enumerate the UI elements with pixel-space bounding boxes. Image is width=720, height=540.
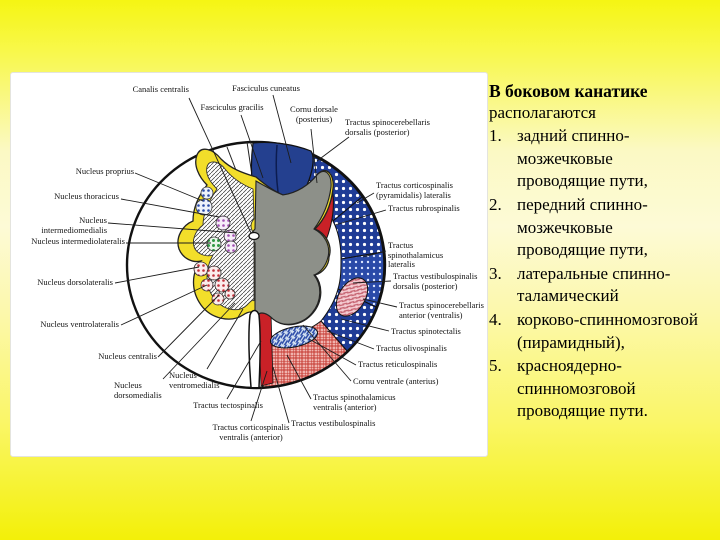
list-item-number: 1.: [489, 126, 502, 146]
figure-label-canalis-centralis: Canalis centralis: [132, 84, 189, 94]
list-item-number: 4.: [489, 310, 502, 330]
figure-label-nucleus-dorsomedialis: Nucleus dorsomedialis: [114, 380, 162, 400]
figure-label-tractus-corticospinalis-ventralis: Tractus corticospinalis ventralis (anterior): [212, 422, 290, 442]
figure-label-tractus-spinocerebellaris-dorsalis: Tractus spinocerebellaris dorsalis (posterior): [345, 117, 430, 137]
figure-label-tractus-vestibulospinalis: Tractus vestibulospinalis: [291, 418, 376, 428]
figure-label-cornu-ventrale: Cornu ventrale (anterius): [353, 376, 439, 386]
figure-label-tractus-spinocerebellaris-anterior: Tractus spinocerebellaris anterior (ventralis): [399, 300, 484, 320]
figure-label-tractus-spinothalamicus-lateralis: Tractus spinothalamicus lateralis: [388, 240, 444, 270]
list-item: [489, 263, 701, 308]
figure-label-nucleus-centralis: Nucleus centralis: [98, 351, 157, 361]
list-item-text: латеральные спинно-таламический: [517, 263, 671, 306]
central-canal: [249, 233, 259, 240]
nucleus-spot: [216, 216, 230, 230]
figure-label-nucleus-proprius: Nucleus proprius: [75, 166, 134, 176]
nucleus-spot: [225, 241, 237, 253]
list-item-number: 2.: [489, 194, 502, 214]
list-item-text: задний спинно-мозжечковые проводящие пути,: [517, 126, 648, 191]
spinal-cord-figure: [11, 73, 487, 456]
figure-label-cornu-dorsale: Cornu dorsale (posterius): [290, 104, 338, 124]
nucleus-dorsomedialis-spot: [225, 289, 235, 299]
figure-label-nucleus-ventromedialis: Nucleus ventromedialis: [169, 370, 220, 390]
figure-label-nucleus-ventrolateralis: Nucleus ventrolateralis: [40, 319, 119, 329]
figure-label-tractus-rubrospinalis: Tractus rubrospinalis: [388, 203, 460, 213]
list-item-number: 3.: [489, 263, 502, 283]
right-text-subtitle: располагаются: [489, 103, 596, 123]
right-text-title: В боковом канатике: [489, 81, 648, 101]
figure-label-fasciculus-cuneatus: Fasciculus cuneatus: [232, 83, 300, 93]
figure-label-tractus-tectospinalis: Tractus tectospinalis: [193, 400, 263, 410]
figure-label-tractus-olivospinalis: Tractus olivospinalis: [376, 343, 447, 353]
nucleus-dorsolateralis-spot: [194, 262, 208, 276]
figure-label-tractus-reticulospinalis: Tractus reticulospinalis: [358, 359, 438, 369]
nucleus-intermediolateralis-spot: [207, 237, 221, 251]
right-text-column: [489, 80, 701, 423]
figure-label-nucleus-thoracicus: Nucleus thoracicus: [54, 191, 119, 201]
list-item-number: 5.: [489, 356, 502, 376]
list-item-text: передний спинно-мозжечковые проводящие пути,: [517, 194, 648, 260]
figure-label-nucleus-intermediomedialis: Nucleus intermediomedialis: [41, 215, 107, 235]
leader-line-tractus-spinocerebellaris-dorsalis: [317, 137, 349, 161]
figure-label-tractus-corticospinalis-lateralis: Tractus corticospinalis (pyramidalis) lateralis: [376, 180, 453, 200]
nucleus-proprius-spot: [201, 187, 213, 199]
list-item-text: корково-спинномозговой (пирамидный),: [517, 310, 699, 352]
list-item: [489, 309, 701, 354]
tract-list: [489, 125, 701, 423]
list-item-text: красноядерно-спинномозговой проводящие пути.: [517, 356, 648, 421]
list-item: [489, 355, 701, 423]
figure-label-fasciculus-gracilis: Fasciculus gracilis: [200, 102, 264, 112]
list-item: [489, 194, 701, 262]
figure-label-tractus-spinotectalis: Tractus spinotectalis: [391, 326, 461, 336]
figure-label-tractus-vestibulospinalis-dorsalis: Tractus vestibulospinalis dorsalis (posterior): [393, 271, 478, 291]
nucleus-ventromedialis-spot: [212, 293, 224, 305]
nucleus-thoracicus-spot: [196, 199, 212, 215]
list-item: [489, 125, 701, 193]
diagram-panel: [10, 72, 488, 457]
nucleus-spot: [207, 266, 221, 280]
figure-label-nucleus-intermediolateralis: Nucleus intermediolateralis: [31, 236, 125, 246]
anterior-median-fissure: [249, 311, 260, 388]
figure-label-tractus-spinothalamicus-ventralis: Tractus spinothalamicus ventralis (anterior): [313, 392, 396, 412]
figure-label-nucleus-dorsolateralis: Nucleus dorsolateralis: [37, 277, 113, 287]
